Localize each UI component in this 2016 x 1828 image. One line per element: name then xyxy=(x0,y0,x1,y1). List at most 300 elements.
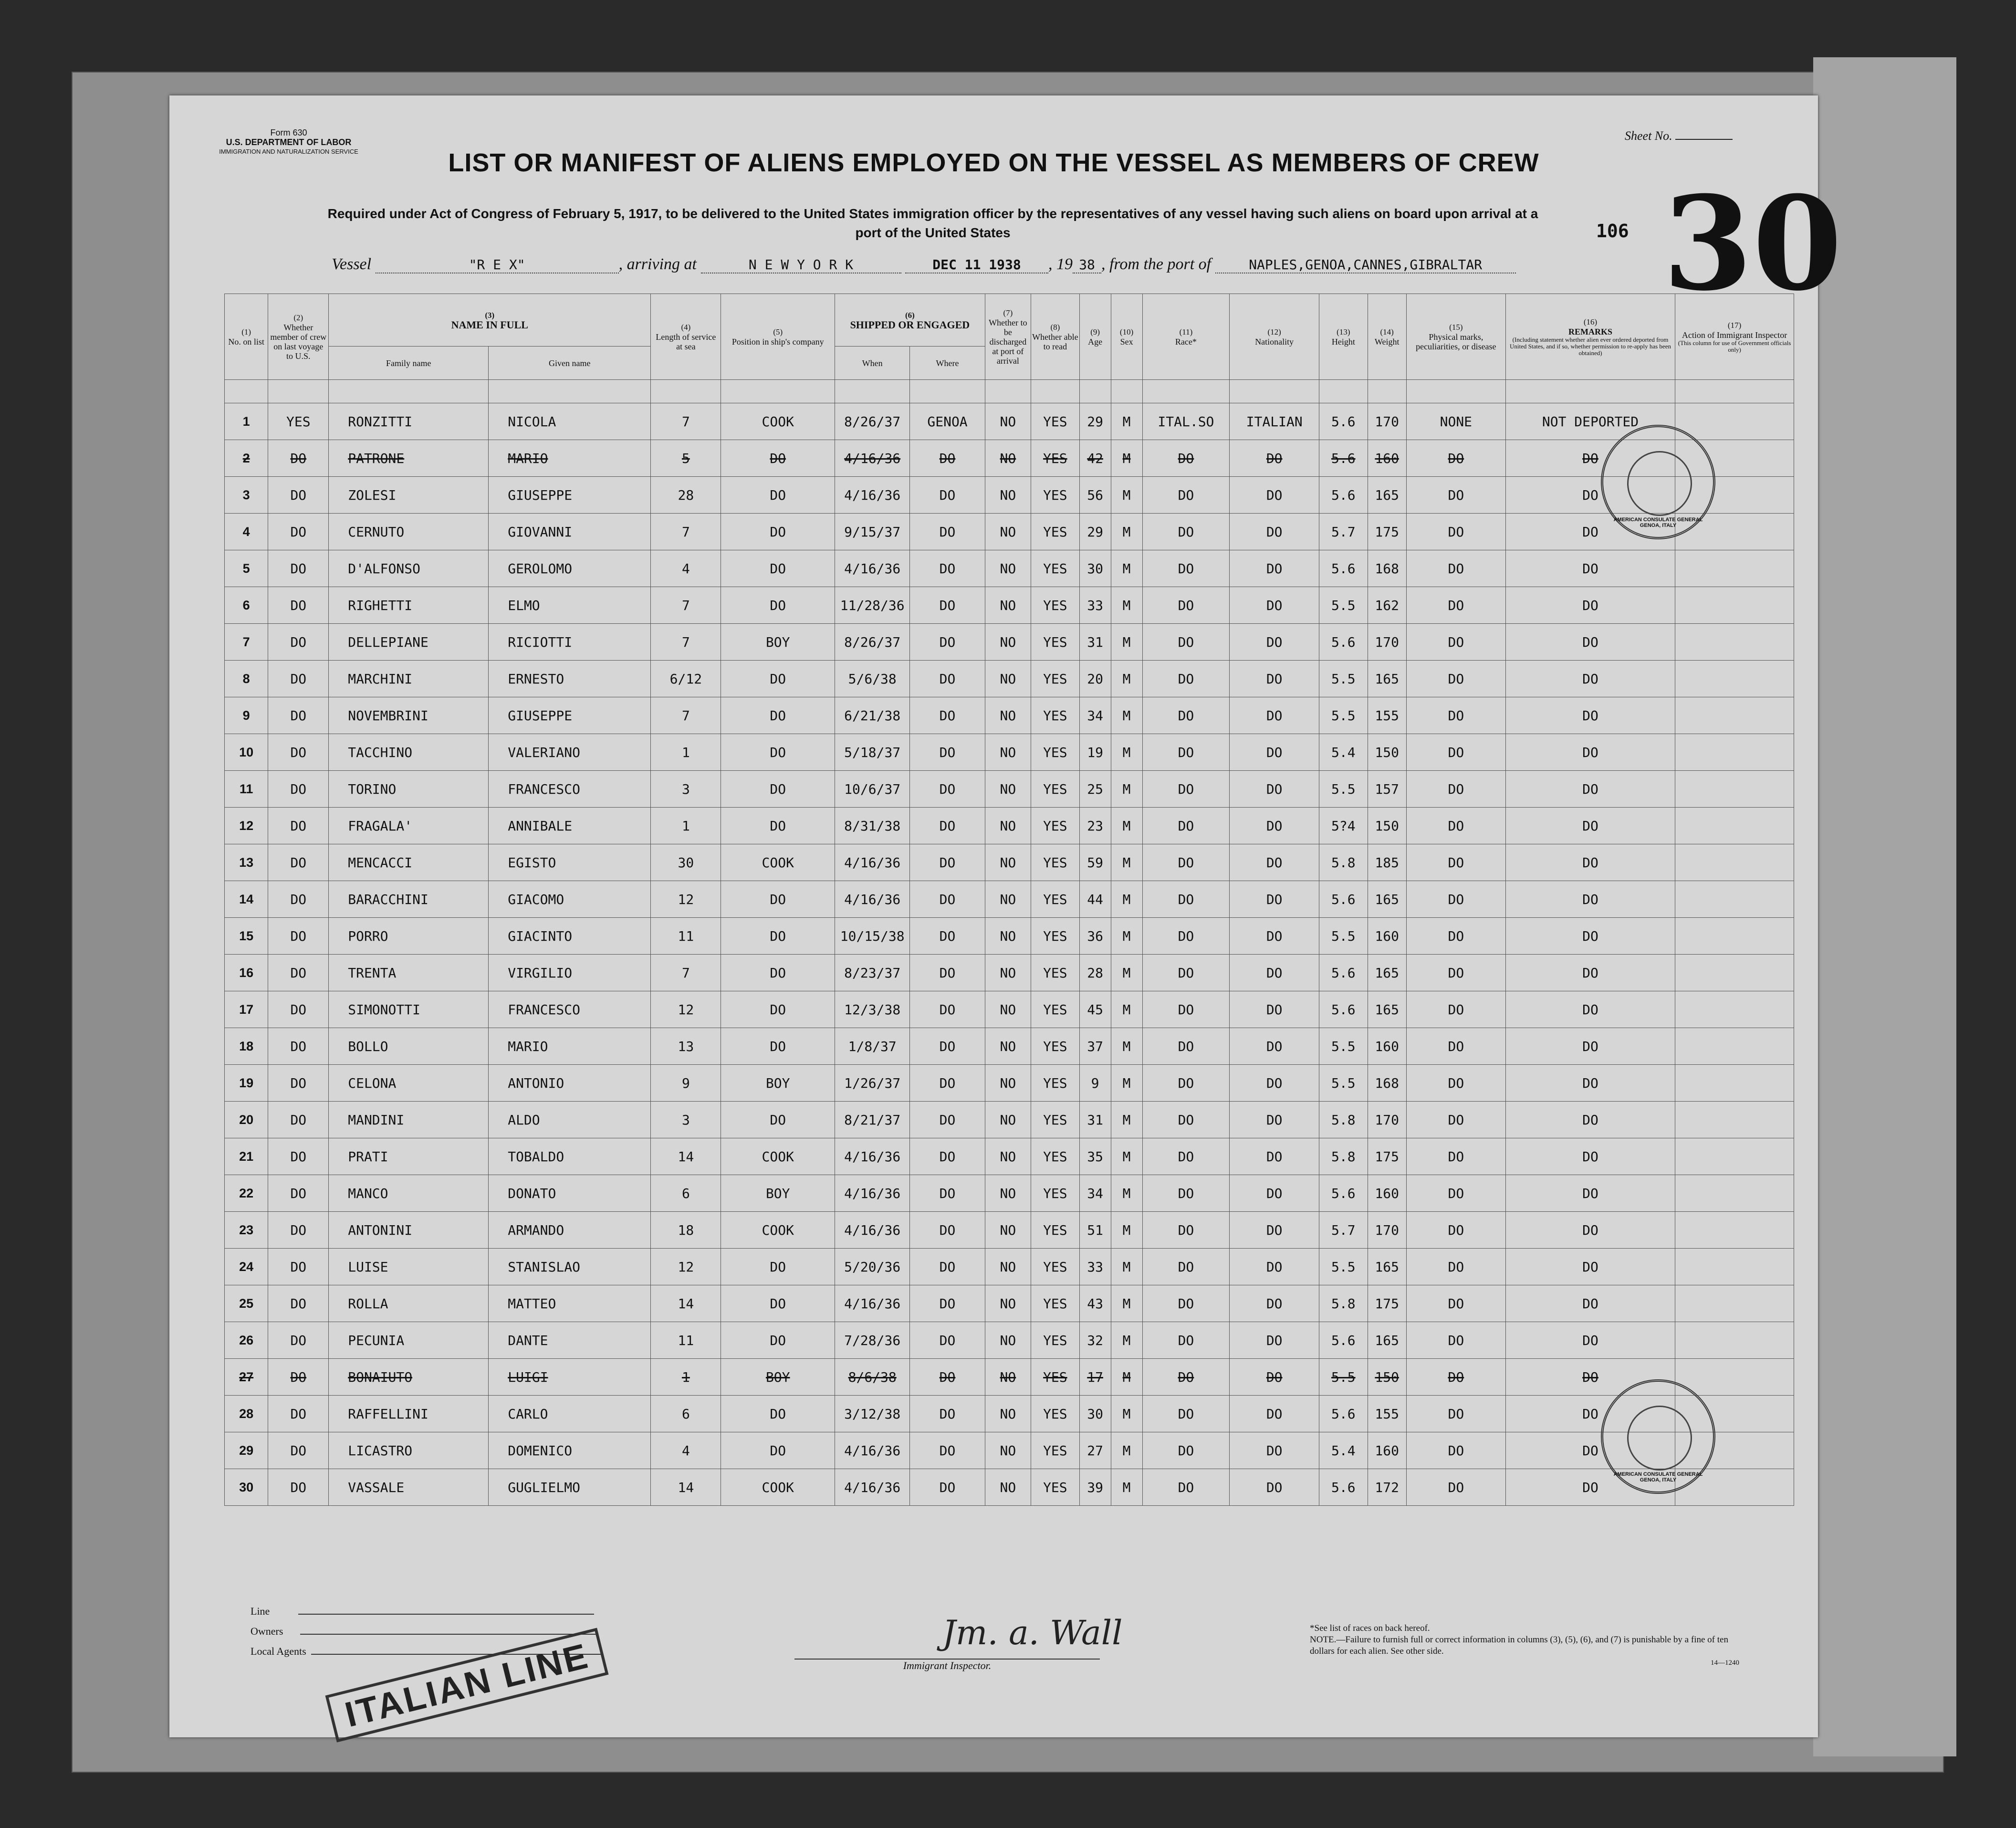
cell-inspector-action xyxy=(1675,918,1794,955)
cell-weight: 155 xyxy=(1368,697,1406,734)
cell-shipped-when: 10/15/38 xyxy=(835,918,910,955)
cell-remarks: DO xyxy=(1505,955,1675,991)
cell-shipped-where: DO xyxy=(910,624,985,661)
cell-remarks: DO xyxy=(1505,734,1675,771)
table-row xyxy=(225,1469,1794,1506)
cell-sex: M xyxy=(1111,991,1142,1028)
cell-nationality: DO xyxy=(1230,991,1319,1028)
cell-family-name: RONZITTI xyxy=(329,403,489,440)
cell-sex: M xyxy=(1111,1212,1142,1249)
cell-position: DO xyxy=(721,881,835,918)
cell-discharged: NO xyxy=(985,550,1031,587)
cell-race: DO xyxy=(1142,697,1230,734)
cell-shipped-when: 4/16/36 xyxy=(835,1285,910,1322)
year-label: , 19 xyxy=(1048,255,1073,273)
cell-race: DO xyxy=(1142,808,1230,844)
cell-weight: 150 xyxy=(1368,1359,1406,1396)
table-row xyxy=(225,550,1794,587)
cell-age: 29 xyxy=(1079,514,1111,550)
spacer-cell xyxy=(225,380,268,403)
cell-row-number: 17 xyxy=(225,991,268,1028)
cell-race: DO xyxy=(1142,1065,1230,1102)
cell-given-name: DONATO xyxy=(489,1175,651,1212)
cell-sex: M xyxy=(1111,1065,1142,1102)
seal-eagle-icon xyxy=(1627,451,1692,516)
cell-shipped-when: 4/16/36 xyxy=(835,881,910,918)
cell-length-of-service: 7 xyxy=(651,624,721,661)
table-row xyxy=(225,1432,1794,1469)
cell-able-to-read: YES xyxy=(1031,881,1080,918)
cell-given-name: MATTEO xyxy=(489,1285,651,1322)
header-no: (1) No. on list xyxy=(225,294,268,380)
cell-weight: 165 xyxy=(1368,991,1406,1028)
cell-height: 5.8 xyxy=(1319,1285,1368,1322)
cell-nationality: DO xyxy=(1230,1028,1319,1065)
cell-physical-marks: DO xyxy=(1406,808,1505,844)
cell-weight: 168 xyxy=(1368,550,1406,587)
cell-remarks: DO xyxy=(1505,1249,1675,1285)
cell-length-of-service: 18 xyxy=(651,1212,721,1249)
cell-remarks: DO xyxy=(1505,440,1675,477)
cell-family-name: PRATI xyxy=(329,1138,489,1175)
cell-race: ITAL.SO xyxy=(1142,403,1230,440)
cell-row-number: 25 xyxy=(225,1285,268,1322)
table-row xyxy=(225,1396,1794,1432)
cell-shipped-when: 4/16/36 xyxy=(835,1212,910,1249)
cell-given-name: GIOVANNI xyxy=(489,514,651,550)
cell-weight: 165 xyxy=(1368,955,1406,991)
cell-shipped-where: DO xyxy=(910,1432,985,1469)
cell-remarks: DO xyxy=(1505,550,1675,587)
spacer-cell xyxy=(985,380,1031,403)
cell-able-to-read: YES xyxy=(1031,440,1080,477)
header-family-name: Family name xyxy=(329,347,489,380)
cell-physical-marks: DO xyxy=(1406,624,1505,661)
cell-age: 35 xyxy=(1079,1138,1111,1175)
header-age: (9) Age xyxy=(1079,294,1111,380)
cell-shipped-where: DO xyxy=(910,734,985,771)
header-name-in-full: (3) NAME IN FULL xyxy=(329,294,651,347)
cell-position: BOY xyxy=(721,1175,835,1212)
cell-shipped-when: 6/21/38 xyxy=(835,697,910,734)
cell-previous-voyage: DO xyxy=(268,1102,329,1138)
cell-nationality: DO xyxy=(1230,550,1319,587)
cell-previous-voyage: DO xyxy=(268,1396,329,1432)
arrival-port: N E W Y O R K xyxy=(701,257,901,273)
cell-row-number: 18 xyxy=(225,1028,268,1065)
form-code: 14—1240 xyxy=(1711,1659,1739,1667)
cell-length-of-service: 30 xyxy=(651,844,721,881)
cell-race: DO xyxy=(1142,1138,1230,1175)
spacer-cell xyxy=(910,380,985,403)
cell-sex: M xyxy=(1111,955,1142,991)
cell-length-of-service: 12 xyxy=(651,881,721,918)
cell-row-number: 28 xyxy=(225,1396,268,1432)
cell-weight: 170 xyxy=(1368,1212,1406,1249)
crew-rows xyxy=(225,380,1794,1506)
spacer-cell xyxy=(1111,380,1142,403)
cell-position: DO xyxy=(721,991,835,1028)
cell-discharged: NO xyxy=(985,1322,1031,1359)
cell-remarks: DO xyxy=(1505,1028,1675,1065)
subtitle-line-2: port of the United States xyxy=(855,225,1011,240)
cell-shipped-when: 4/16/36 xyxy=(835,1432,910,1469)
cell-inspector-action xyxy=(1675,734,1794,771)
cell-shipped-where: DO xyxy=(910,661,985,697)
cell-discharged: NO xyxy=(985,771,1031,808)
cell-age: 30 xyxy=(1079,550,1111,587)
cell-row-number: 26 xyxy=(225,1322,268,1359)
sheet-number xyxy=(1625,129,1733,143)
cell-weight: 168 xyxy=(1368,1065,1406,1102)
cell-weight: 160 xyxy=(1368,440,1406,477)
cell-remarks: DO xyxy=(1505,1396,1675,1432)
cell-length-of-service: 3 xyxy=(651,1102,721,1138)
cell-family-name: D'ALFONSO xyxy=(329,550,489,587)
cell-length-of-service: 1 xyxy=(651,1359,721,1396)
cell-length-of-service: 1 xyxy=(651,808,721,844)
cell-previous-voyage: DO xyxy=(268,697,329,734)
cell-age: 34 xyxy=(1079,697,1111,734)
cell-inspector-action xyxy=(1675,1285,1794,1322)
cell-nationality: DO xyxy=(1230,844,1319,881)
cell-physical-marks: DO xyxy=(1406,771,1505,808)
cell-sex: M xyxy=(1111,477,1142,514)
cell-given-name: GIUSEPPE xyxy=(489,697,651,734)
table-row xyxy=(225,440,1794,477)
cell-height: 5.4 xyxy=(1319,1432,1368,1469)
cell-previous-voyage: DO xyxy=(268,1322,329,1359)
table-row xyxy=(225,1138,1794,1175)
cell-remarks: DO xyxy=(1505,1212,1675,1249)
cell-race: DO xyxy=(1142,1028,1230,1065)
cell-shipped-where: DO xyxy=(910,1212,985,1249)
cell-race: DO xyxy=(1142,550,1230,587)
spacer-cell xyxy=(268,380,329,403)
cell-able-to-read: YES xyxy=(1031,1138,1080,1175)
cell-row-number: 27 xyxy=(225,1359,268,1396)
cell-given-name: CARLO xyxy=(489,1396,651,1432)
cell-given-name: ARMANDO xyxy=(489,1212,651,1249)
cell-weight: 175 xyxy=(1368,1285,1406,1322)
cell-able-to-read: YES xyxy=(1031,1212,1080,1249)
cell-discharged: NO xyxy=(985,587,1031,624)
cell-physical-marks: DO xyxy=(1406,1212,1505,1249)
cell-length-of-service: 14 xyxy=(651,1138,721,1175)
cell-remarks: DO xyxy=(1505,624,1675,661)
header-where: Where xyxy=(910,347,985,380)
cell-position: DO xyxy=(721,1432,835,1469)
cell-shipped-where: DO xyxy=(910,1175,985,1212)
cell-position: DO xyxy=(721,440,835,477)
cell-able-to-read: YES xyxy=(1031,1102,1080,1138)
cell-age: 31 xyxy=(1079,624,1111,661)
cell-given-name: ANTONIO xyxy=(489,1065,651,1102)
cell-nationality: DO xyxy=(1230,1359,1319,1396)
cell-nationality: DO xyxy=(1230,1469,1319,1506)
line-label: Line xyxy=(251,1605,270,1617)
race-note: *See list of races on back hereof. xyxy=(1310,1623,1430,1633)
cell-shipped-when: 4/16/36 xyxy=(835,844,910,881)
cell-remarks: DO xyxy=(1505,844,1675,881)
page-small-number: 106 xyxy=(1596,221,1629,242)
cell-physical-marks: DO xyxy=(1406,1322,1505,1359)
cell-height: 5.5 xyxy=(1319,1249,1368,1285)
cell-height: 5.5 xyxy=(1319,1028,1368,1065)
cell-sex: M xyxy=(1111,1322,1142,1359)
cell-given-name: MARIO xyxy=(489,440,651,477)
cell-nationality: DO xyxy=(1230,734,1319,771)
cell-shipped-when: 4/16/36 xyxy=(835,440,910,477)
cell-shipped-where: DO xyxy=(910,955,985,991)
cell-family-name: CELONA xyxy=(329,1065,489,1102)
departure-ports: NAPLES,GENOA,CANNES,GIBRALTAR xyxy=(1215,257,1516,273)
cell-remarks: DO xyxy=(1505,1469,1675,1506)
inspector-signature: Jm. a. Wall xyxy=(942,1613,1123,1652)
cell-nationality: DO xyxy=(1230,955,1319,991)
cell-previous-voyage: DO xyxy=(268,661,329,697)
cell-nationality: ITALIAN xyxy=(1230,403,1319,440)
cell-position: COOK xyxy=(721,1212,835,1249)
cell-physical-marks: DO xyxy=(1406,734,1505,771)
cell-sex: M xyxy=(1111,844,1142,881)
cell-inspector-action xyxy=(1675,1249,1794,1285)
cell-length-of-service: 7 xyxy=(651,587,721,624)
arrival-year: 38 xyxy=(1073,257,1101,273)
cell-able-to-read: YES xyxy=(1031,624,1080,661)
cell-position: DO xyxy=(721,918,835,955)
cell-row-number: 3 xyxy=(225,477,268,514)
cell-age: 45 xyxy=(1079,991,1111,1028)
cell-row-number: 16 xyxy=(225,955,268,991)
cell-family-name: FRAGALA' xyxy=(329,808,489,844)
cell-nationality: DO xyxy=(1230,440,1319,477)
cell-inspector-action xyxy=(1675,587,1794,624)
cell-age: 59 xyxy=(1079,844,1111,881)
cell-position: BOY xyxy=(721,1359,835,1396)
cell-given-name: GIACOMO xyxy=(489,881,651,918)
cell-position: DO xyxy=(721,1396,835,1432)
cell-inspector-action xyxy=(1675,1359,1794,1396)
cell-discharged: NO xyxy=(985,1028,1031,1065)
cell-age: 42 xyxy=(1079,440,1111,477)
cell-inspector-action xyxy=(1675,955,1794,991)
spacer-cell xyxy=(1319,380,1368,403)
cell-nationality: DO xyxy=(1230,1175,1319,1212)
cell-nationality: DO xyxy=(1230,661,1319,697)
table-row xyxy=(225,1322,1794,1359)
cell-able-to-read: YES xyxy=(1031,771,1080,808)
cell-discharged: NO xyxy=(985,808,1031,844)
cell-given-name: ERNESTO xyxy=(489,661,651,697)
cell-remarks: DO xyxy=(1505,697,1675,734)
cell-position: DO xyxy=(721,955,835,991)
cell-row-number: 21 xyxy=(225,1138,268,1175)
cell-previous-voyage: DO xyxy=(268,514,329,550)
cell-physical-marks: DO xyxy=(1406,661,1505,697)
cell-length-of-service: 1 xyxy=(651,734,721,771)
cell-remarks: NOT DEPORTED xyxy=(1505,403,1675,440)
cell-row-number: 9 xyxy=(225,697,268,734)
cell-previous-voyage: DO xyxy=(268,1249,329,1285)
cell-physical-marks: DO xyxy=(1406,1469,1505,1506)
table-row xyxy=(225,881,1794,918)
cell-sex: M xyxy=(1111,514,1142,550)
table-row xyxy=(225,991,1794,1028)
header-shipped-or-engaged: (6) SHIPPED OR ENGAGED xyxy=(835,294,985,347)
cell-length-of-service: 6 xyxy=(651,1396,721,1432)
cell-shipped-where: DO xyxy=(910,1065,985,1102)
cell-race: DO xyxy=(1142,844,1230,881)
cell-physical-marks: DO xyxy=(1406,1175,1505,1212)
table-row xyxy=(225,697,1794,734)
consulate-seal xyxy=(1601,1379,1715,1494)
cell-shipped-where: DO xyxy=(910,1249,985,1285)
cell-previous-voyage: DO xyxy=(268,955,329,991)
table-row xyxy=(225,587,1794,624)
cell-remarks: DO xyxy=(1505,1359,1675,1396)
cell-race: DO xyxy=(1142,1285,1230,1322)
table-row xyxy=(225,1212,1794,1249)
penalty-note: NOTE.—Failure to furnish full or correct information in columns (3), (5), (6), and (7) is punishable by a fine of ten dollars for each alien. See other side. xyxy=(1310,1635,1728,1656)
cell-shipped-when: 4/16/36 xyxy=(835,1469,910,1506)
cell-discharged: NO xyxy=(985,734,1031,771)
cell-given-name: STANISLAO xyxy=(489,1249,651,1285)
cell-shipped-when: 4/16/36 xyxy=(835,550,910,587)
spacer-cell xyxy=(1230,380,1319,403)
cell-sex: M xyxy=(1111,550,1142,587)
cell-previous-voyage: DO xyxy=(268,1359,329,1396)
cell-family-name: LICASTRO xyxy=(329,1432,489,1469)
cell-family-name: RAFFELLINI xyxy=(329,1396,489,1432)
cell-family-name: CERNUTO xyxy=(329,514,489,550)
cell-length-of-service: 3 xyxy=(651,771,721,808)
cell-remarks: DO xyxy=(1505,1138,1675,1175)
cell-shipped-where: DO xyxy=(910,1322,985,1359)
cell-height: 5.5 xyxy=(1319,661,1368,697)
cell-shipped-where: DO xyxy=(910,771,985,808)
cell-shipped-where: GENOA xyxy=(910,403,985,440)
cell-length-of-service: 6 xyxy=(651,1175,721,1212)
cell-discharged: NO xyxy=(985,1065,1031,1102)
cell-discharged: NO xyxy=(985,1359,1031,1396)
cell-discharged: NO xyxy=(985,955,1031,991)
cell-length-of-service: 7 xyxy=(651,514,721,550)
vessel-label: Vessel xyxy=(332,255,372,273)
cell-family-name: TACCHINO xyxy=(329,734,489,771)
cell-previous-voyage: DO xyxy=(268,991,329,1028)
cell-height: 5.6 xyxy=(1319,1175,1368,1212)
cell-age: 17 xyxy=(1079,1359,1111,1396)
cell-sex: M xyxy=(1111,661,1142,697)
cell-given-name: RICIOTTI xyxy=(489,624,651,661)
cell-race: DO xyxy=(1142,1359,1230,1396)
cell-shipped-where: DO xyxy=(910,1359,985,1396)
cell-height: 5.6 xyxy=(1319,955,1368,991)
cell-inspector-action xyxy=(1675,844,1794,881)
cell-position: DO xyxy=(721,514,835,550)
cell-discharged: NO xyxy=(985,1249,1031,1285)
cell-nationality: DO xyxy=(1230,514,1319,550)
cell-age: 23 xyxy=(1079,808,1111,844)
cell-family-name: TORINO xyxy=(329,771,489,808)
cell-able-to-read: YES xyxy=(1031,1432,1080,1469)
cell-previous-voyage: DO xyxy=(268,881,329,918)
cell-able-to-read: YES xyxy=(1031,1285,1080,1322)
cell-position: BOY xyxy=(721,624,835,661)
cell-discharged: NO xyxy=(985,1138,1031,1175)
cell-shipped-where: DO xyxy=(910,918,985,955)
cell-weight: 150 xyxy=(1368,808,1406,844)
cell-discharged: NO xyxy=(985,403,1031,440)
cell-shipped-where: DO xyxy=(910,1102,985,1138)
cell-remarks: DO xyxy=(1505,1432,1675,1469)
cell-sex: M xyxy=(1111,1249,1142,1285)
cell-discharged: NO xyxy=(985,1469,1031,1506)
cell-nationality: DO xyxy=(1230,1322,1319,1359)
cell-family-name: BOLLO xyxy=(329,1028,489,1065)
cell-weight: 170 xyxy=(1368,403,1406,440)
cell-given-name: TOBALDO xyxy=(489,1138,651,1175)
cell-weight: 160 xyxy=(1368,918,1406,955)
cell-discharged: NO xyxy=(985,881,1031,918)
cell-given-name: NICOLA xyxy=(489,403,651,440)
cell-race: DO xyxy=(1142,1175,1230,1212)
spacer-cell xyxy=(1368,380,1406,403)
cell-position: DO xyxy=(721,1249,835,1285)
cell-previous-voyage: DO xyxy=(268,1138,329,1175)
table-row xyxy=(225,1359,1794,1396)
cell-row-number: 10 xyxy=(225,734,268,771)
cell-height: 5.6 xyxy=(1319,440,1368,477)
cell-position: COOK xyxy=(721,403,835,440)
cell-able-to-read: YES xyxy=(1031,734,1080,771)
spacer-cell xyxy=(1142,380,1230,403)
spacer-cell xyxy=(329,380,489,403)
cell-age: 33 xyxy=(1079,1249,1111,1285)
cell-age: 25 xyxy=(1079,771,1111,808)
cell-sex: M xyxy=(1111,918,1142,955)
cell-age: 27 xyxy=(1079,1432,1111,1469)
cell-given-name: FRANCESCO xyxy=(489,991,651,1028)
cell-height: 5.5 xyxy=(1319,587,1368,624)
cell-family-name: MANCO xyxy=(329,1175,489,1212)
cell-able-to-read: YES xyxy=(1031,955,1080,991)
header-sex: (10) Sex xyxy=(1111,294,1142,380)
cell-able-to-read: YES xyxy=(1031,477,1080,514)
cell-given-name: DOMENICO xyxy=(489,1432,651,1469)
cell-length-of-service: 12 xyxy=(651,1249,721,1285)
spacer-cell xyxy=(651,380,721,403)
cell-previous-voyage: DO xyxy=(268,1432,329,1469)
cell-previous-voyage: DO xyxy=(268,808,329,844)
cell-height: 5.8 xyxy=(1319,844,1368,881)
cell-able-to-read: YES xyxy=(1031,1065,1080,1102)
cell-sex: M xyxy=(1111,624,1142,661)
table-row xyxy=(225,808,1794,844)
table-row xyxy=(225,1065,1794,1102)
cell-previous-voyage: DO xyxy=(268,440,329,477)
cell-height: 5.6 xyxy=(1319,550,1368,587)
cell-race: DO xyxy=(1142,661,1230,697)
cell-nationality: DO xyxy=(1230,1212,1319,1249)
cell-age: 30 xyxy=(1079,1396,1111,1432)
cell-weight: 160 xyxy=(1368,1432,1406,1469)
cell-family-name: VASSALE xyxy=(329,1469,489,1506)
cell-able-to-read: YES xyxy=(1031,403,1080,440)
cell-family-name: BONAIUTO xyxy=(329,1359,489,1396)
cell-previous-voyage: DO xyxy=(268,587,329,624)
